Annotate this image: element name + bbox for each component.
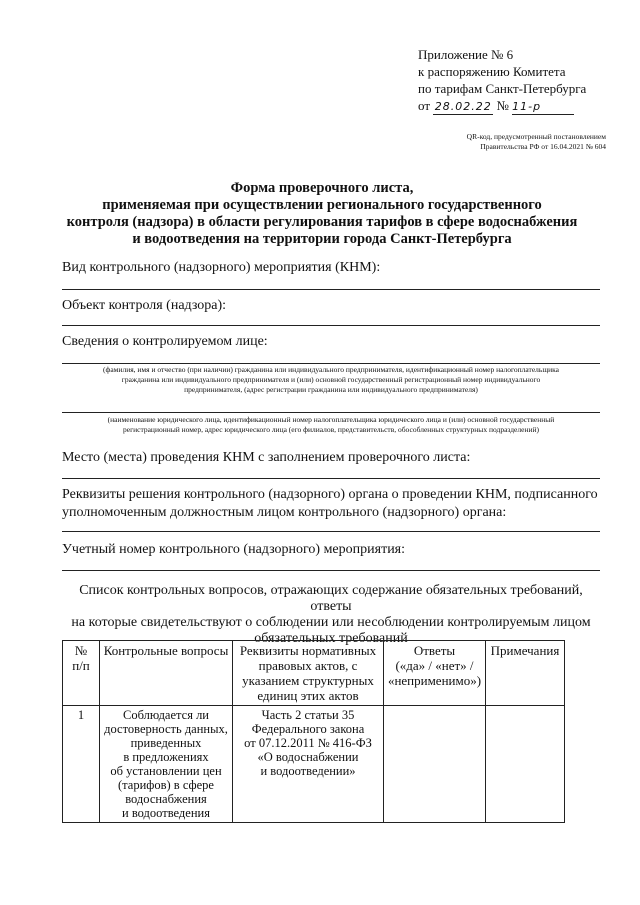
requisites-line-4: «О водоснабжении xyxy=(257,750,359,764)
header-answers-line-2: («да» / «нет» / xyxy=(395,658,474,673)
table-row xyxy=(63,706,565,823)
number-value-field xyxy=(512,99,574,115)
row-answer-cell[interactable] xyxy=(384,706,486,823)
qr-note-line-1: QR-код, предусмотренный постановлением xyxy=(466,132,606,141)
header-requisites-line-3: указанием структурных xyxy=(242,673,374,688)
question-line-7: водоснабжения xyxy=(125,792,207,806)
question-line-5: об установлении цен xyxy=(110,764,222,778)
requisites-line-2: Федерального закона xyxy=(251,722,365,736)
legal-entity-line[interactable] xyxy=(62,412,600,413)
title-line-3: контроля (надзора) в области регулирования тарифов в сфере водоснабжения xyxy=(66,214,578,230)
question-line-1: Соблюдается ли xyxy=(123,708,209,722)
qr-code-note xyxy=(420,132,606,152)
control-object-label: Объект контроля (надзора): xyxy=(62,298,227,313)
row-number: 1 xyxy=(63,706,100,823)
person-note-line-2: гражданина или индивидуального предпринимателя и (или) основной государственный регистрационный номер индивидуального xyxy=(121,375,541,384)
header-number-line-2: п/п xyxy=(72,658,90,673)
entity-note-line-2: регистрационный номер, адрес юридического лица (его филиалов, представительств, обособленных структурных подразделений) xyxy=(122,425,539,434)
controlled-person-label: Сведения о контролируемом лице: xyxy=(62,334,268,349)
date-prefix: от xyxy=(418,98,431,113)
header-requisites-line-2: правовых актов, с xyxy=(258,658,358,673)
header-number xyxy=(63,641,100,706)
event-type-line[interactable] xyxy=(62,289,600,290)
controlled-person-line[interactable] xyxy=(62,363,600,364)
appendix-line-3: по тарифам Санкт-Петербурга xyxy=(418,81,587,96)
decision-line-1: Реквизиты решения контрольного (надзорного) органа о проведении КНМ, подписанного xyxy=(62,487,598,502)
account-number-line[interactable] xyxy=(62,570,600,571)
control-object-line[interactable] xyxy=(62,325,600,326)
person-note-line-1: (фамилия, имя и отчество (при наличии) гражданина или индивидуального предпринимателя, идентификационный номер налогоплательщика xyxy=(103,365,559,374)
header-answers-line-3: «неприменимо») xyxy=(387,673,482,688)
decision-line[interactable] xyxy=(62,531,600,532)
question-line-2: достоверность данных, xyxy=(104,722,228,736)
list-title-line-1: Список контрольных вопросов, отражающих содержание обязательных требований, ответы xyxy=(79,583,583,614)
question-line-8: и водоотведения xyxy=(122,806,210,820)
entity-note-line-1: (наименование юридического лица, идентификационный номер налогоплательщика юридического лица и (или) основной государственный xyxy=(107,415,555,424)
list-title-line-3: обязательных требований xyxy=(254,631,408,646)
header-answers xyxy=(384,641,486,706)
header-requisites xyxy=(233,641,384,706)
requisites-line-3: от 07.12.2011 № 416-ФЗ xyxy=(244,736,372,750)
row-notes-cell[interactable] xyxy=(486,706,565,823)
row-requisites xyxy=(233,706,384,823)
header-number-line-1: № xyxy=(74,643,88,658)
requisites-line-5: и водоотведении» xyxy=(260,764,356,778)
date-value: 28.02.22 xyxy=(434,100,492,113)
decision-label xyxy=(62,486,598,522)
event-type-label: Вид контрольного (надзорного) мероприятия (КНМ): xyxy=(62,260,381,275)
header-answers-line-1: Ответы xyxy=(413,643,456,658)
header-notes: Примечания xyxy=(486,641,565,706)
number-prefix: № xyxy=(496,98,509,113)
decision-line-2: уполномоченным должностным лицом контрольного (надзорного) органа: xyxy=(62,505,507,520)
appendix-line-2: к распоряжению Комитета xyxy=(418,64,566,79)
checklist-table xyxy=(62,640,565,823)
place-line[interactable] xyxy=(62,478,600,479)
question-line-6: (тарифов) в сфере xyxy=(118,778,214,792)
account-number-label: Учетный номер контрольного (надзорного) мероприятия: xyxy=(62,542,406,557)
qr-note-line-2: Правительства РФ от 16.04.2021 № 604 xyxy=(480,142,606,151)
header-requisites-line-1: Реквизиты нормативных xyxy=(239,643,377,658)
header-requisites-line-4: единиц этих актов xyxy=(257,688,359,703)
question-line-3: приведенных xyxy=(130,736,202,750)
date-value-field xyxy=(433,99,493,115)
place-label: Место (места) проведения КНМ с заполнением проверочного листа: xyxy=(62,450,471,465)
question-line-4: в предложениях xyxy=(123,750,209,764)
list-title-line-2: на которые свидетельствуют о соблюдении или несоблюдении контролируемым лицом xyxy=(71,615,591,630)
requisites-line-1: Часть 2 статьи 35 xyxy=(261,708,355,722)
row-question xyxy=(100,706,233,823)
appendix-date-line xyxy=(418,97,586,115)
form-title xyxy=(48,180,596,248)
appendix-block xyxy=(418,46,586,115)
table-header-row xyxy=(63,641,565,706)
checklist-title xyxy=(62,583,600,647)
header-questions: Контрольные вопросы xyxy=(100,641,233,706)
title-line-1: Форма проверочного листа, xyxy=(230,180,414,196)
title-line-4: и водоотведения на территории города Санкт-Петербурга xyxy=(132,231,512,247)
person-note-line-3: предпринимателя, (адрес регистрации гражданина или индивидуального предпринимателя) xyxy=(184,385,478,394)
title-line-2: применяемая при осуществлении регионального государственного xyxy=(102,197,542,213)
person-note xyxy=(62,365,600,395)
legal-entity-note xyxy=(62,415,600,435)
number-value: 11-р xyxy=(512,100,542,113)
appendix-line-1: Приложение № 6 xyxy=(418,47,514,62)
